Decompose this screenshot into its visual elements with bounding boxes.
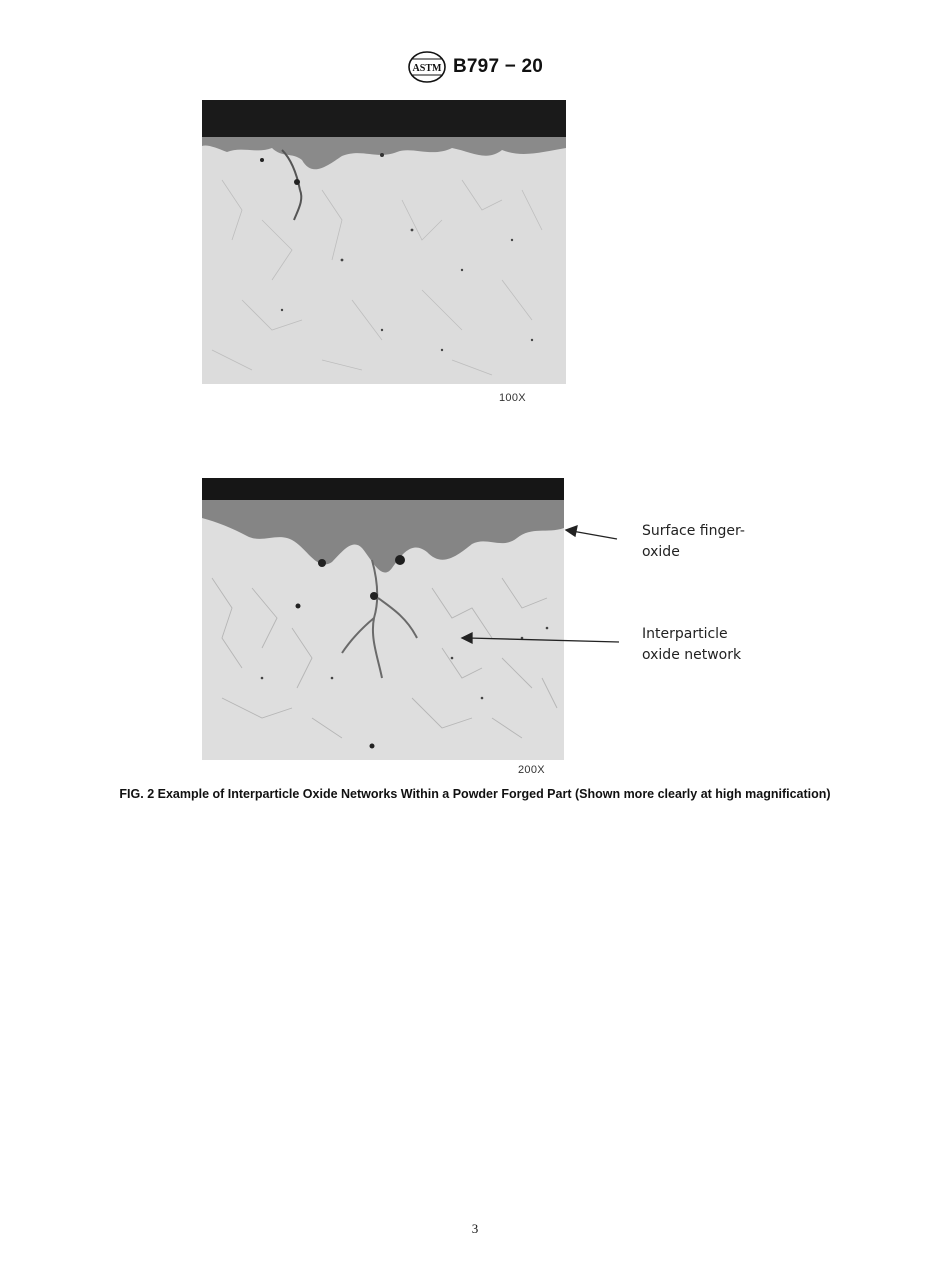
- callout-surface-finger-oxide-line-1: Surface finger-: [642, 523, 745, 539]
- magnification-label-200x: 200X: [518, 764, 545, 776]
- micrograph-200x: [202, 478, 564, 760]
- callout-interparticle-oxide-network: [642, 624, 741, 666]
- svg-text:ASTM: ASTM: [412, 63, 442, 74]
- callout-surface-finger-oxide: [642, 521, 745, 563]
- page-header: [0, 50, 950, 84]
- page-number: 3: [471, 1221, 479, 1236]
- micrograph-100x: [202, 100, 566, 384]
- document-designation: B797 − 20: [452, 56, 543, 77]
- astm-logo-icon: [407, 50, 447, 84]
- callout-interparticle-line-1: Interparticle: [642, 626, 728, 642]
- magnification-label-100x: 100X: [499, 392, 526, 404]
- callout-interparticle-line-2: oxide network: [642, 647, 742, 663]
- arrow-surface-finger-oxide: [572, 531, 617, 539]
- callout-surface-finger-oxide-line-2: oxide: [642, 544, 680, 560]
- figure-caption: FIG. 2 Example of Interparticle Oxide Networks Within a Powder Forged Part (Shown more clearly at high magnification): [119, 787, 831, 801]
